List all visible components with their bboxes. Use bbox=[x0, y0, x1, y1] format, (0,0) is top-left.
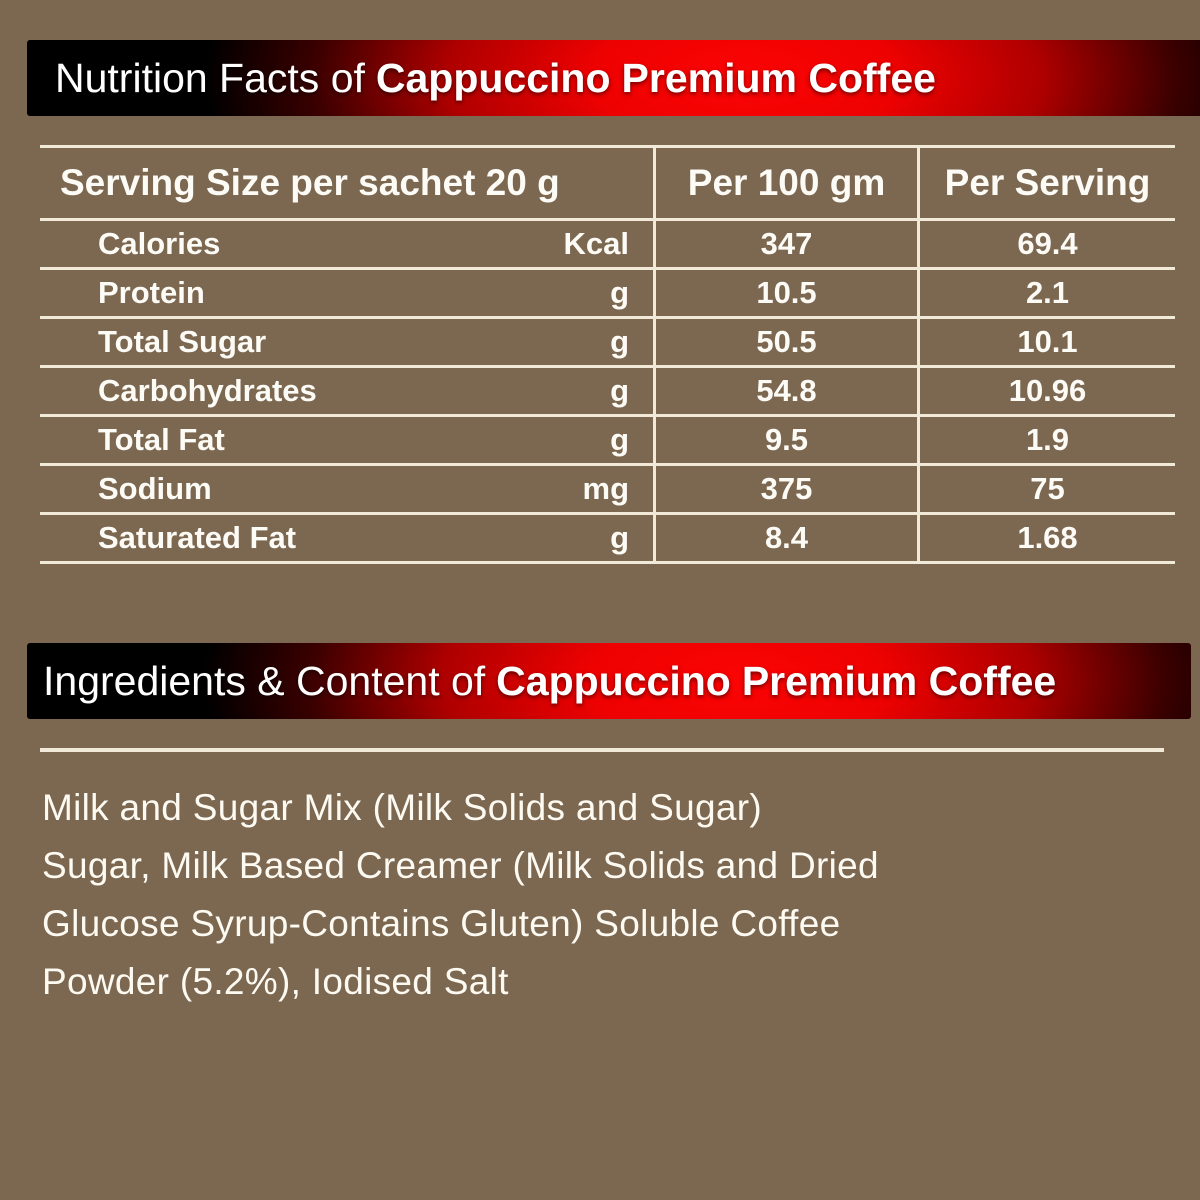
per-100gm-value: 347 bbox=[653, 221, 917, 267]
per-100gm-value: 50.5 bbox=[653, 319, 917, 365]
per-serving-value: 1.68 bbox=[917, 515, 1175, 561]
table-row-sodium bbox=[40, 466, 1175, 515]
nutrient-label: Total Fat bbox=[98, 422, 225, 457]
nutrient-unit: Kcal bbox=[563, 226, 629, 261]
banner-prefix-text: Nutrition Facts of bbox=[55, 54, 365, 101]
per-serving-value: 10.1 bbox=[917, 319, 1175, 365]
ingredients-banner bbox=[27, 643, 1191, 719]
column-header-serving-size: Serving Size per sachet 20 g bbox=[60, 162, 560, 203]
nutrient-label: Protein bbox=[98, 275, 205, 310]
table-row-total-fat bbox=[40, 417, 1175, 466]
per-100gm-value: 375 bbox=[653, 466, 917, 512]
per-serving-value: 2.1 bbox=[917, 270, 1175, 316]
ingredients-line: Sugar, Milk Based Creamer (Milk Solids and Dried bbox=[42, 845, 879, 886]
nutrient-unit: g bbox=[610, 275, 629, 310]
per-serving-value: 1.9 bbox=[917, 417, 1175, 463]
table-row-saturated-fat bbox=[40, 515, 1175, 564]
per-100gm-value: 54.8 bbox=[653, 368, 917, 414]
ingredients-line: Glucose Syrup-Contains Gluten) Soluble Coffee bbox=[42, 903, 841, 944]
product-name-highlight: Cappuccino bbox=[496, 657, 731, 704]
column-header-per-100gm: Per 100 gm bbox=[653, 148, 917, 218]
nutrient-unit: g bbox=[610, 422, 629, 457]
nutrient-unit: mg bbox=[582, 471, 629, 506]
table-row-protein bbox=[40, 270, 1175, 319]
nutrition-table bbox=[40, 145, 1175, 564]
per-serving-value: 75 bbox=[917, 466, 1175, 512]
nutrient-unit: g bbox=[610, 324, 629, 359]
per-100gm-value: 8.4 bbox=[653, 515, 917, 561]
ingredients-line: Powder (5.2%), Iodised Salt bbox=[42, 961, 509, 1002]
banner-suffix-text: Premium Coffee bbox=[741, 657, 1057, 704]
nutrient-label: Carbohydrates bbox=[98, 373, 317, 408]
per-100gm-value: 9.5 bbox=[653, 417, 917, 463]
column-header-per-serving: Per Serving bbox=[917, 148, 1175, 218]
per-serving-value: 10.96 bbox=[917, 368, 1175, 414]
nutrient-label: Calories bbox=[98, 226, 221, 261]
table-header-row bbox=[40, 148, 1175, 221]
product-name-highlight: Cappuccino bbox=[375, 54, 611, 101]
table-row-carbohydrates bbox=[40, 368, 1175, 417]
ingredients-line: Milk and Sugar Mix (Milk Solids and Sugar) bbox=[42, 787, 762, 828]
table-row-total-sugar bbox=[40, 319, 1175, 368]
per-100gm-value: 10.5 bbox=[653, 270, 917, 316]
banner-prefix-text: Ingredients & Content of bbox=[43, 657, 486, 704]
nutrient-label: Sodium bbox=[98, 471, 212, 506]
ingredients-text bbox=[42, 779, 879, 1011]
nutrient-unit: g bbox=[610, 520, 629, 555]
nutrition-facts-banner bbox=[27, 40, 1200, 116]
banner-suffix-text: Premium Coffee bbox=[621, 54, 936, 101]
per-serving-value: 69.4 bbox=[917, 221, 1175, 267]
nutrient-unit: g bbox=[610, 373, 629, 408]
nutrient-label: Total Sugar bbox=[98, 324, 267, 359]
table-row-calories bbox=[40, 221, 1175, 270]
nutrient-label: Saturated Fat bbox=[98, 520, 297, 555]
horizontal-divider bbox=[40, 748, 1164, 752]
